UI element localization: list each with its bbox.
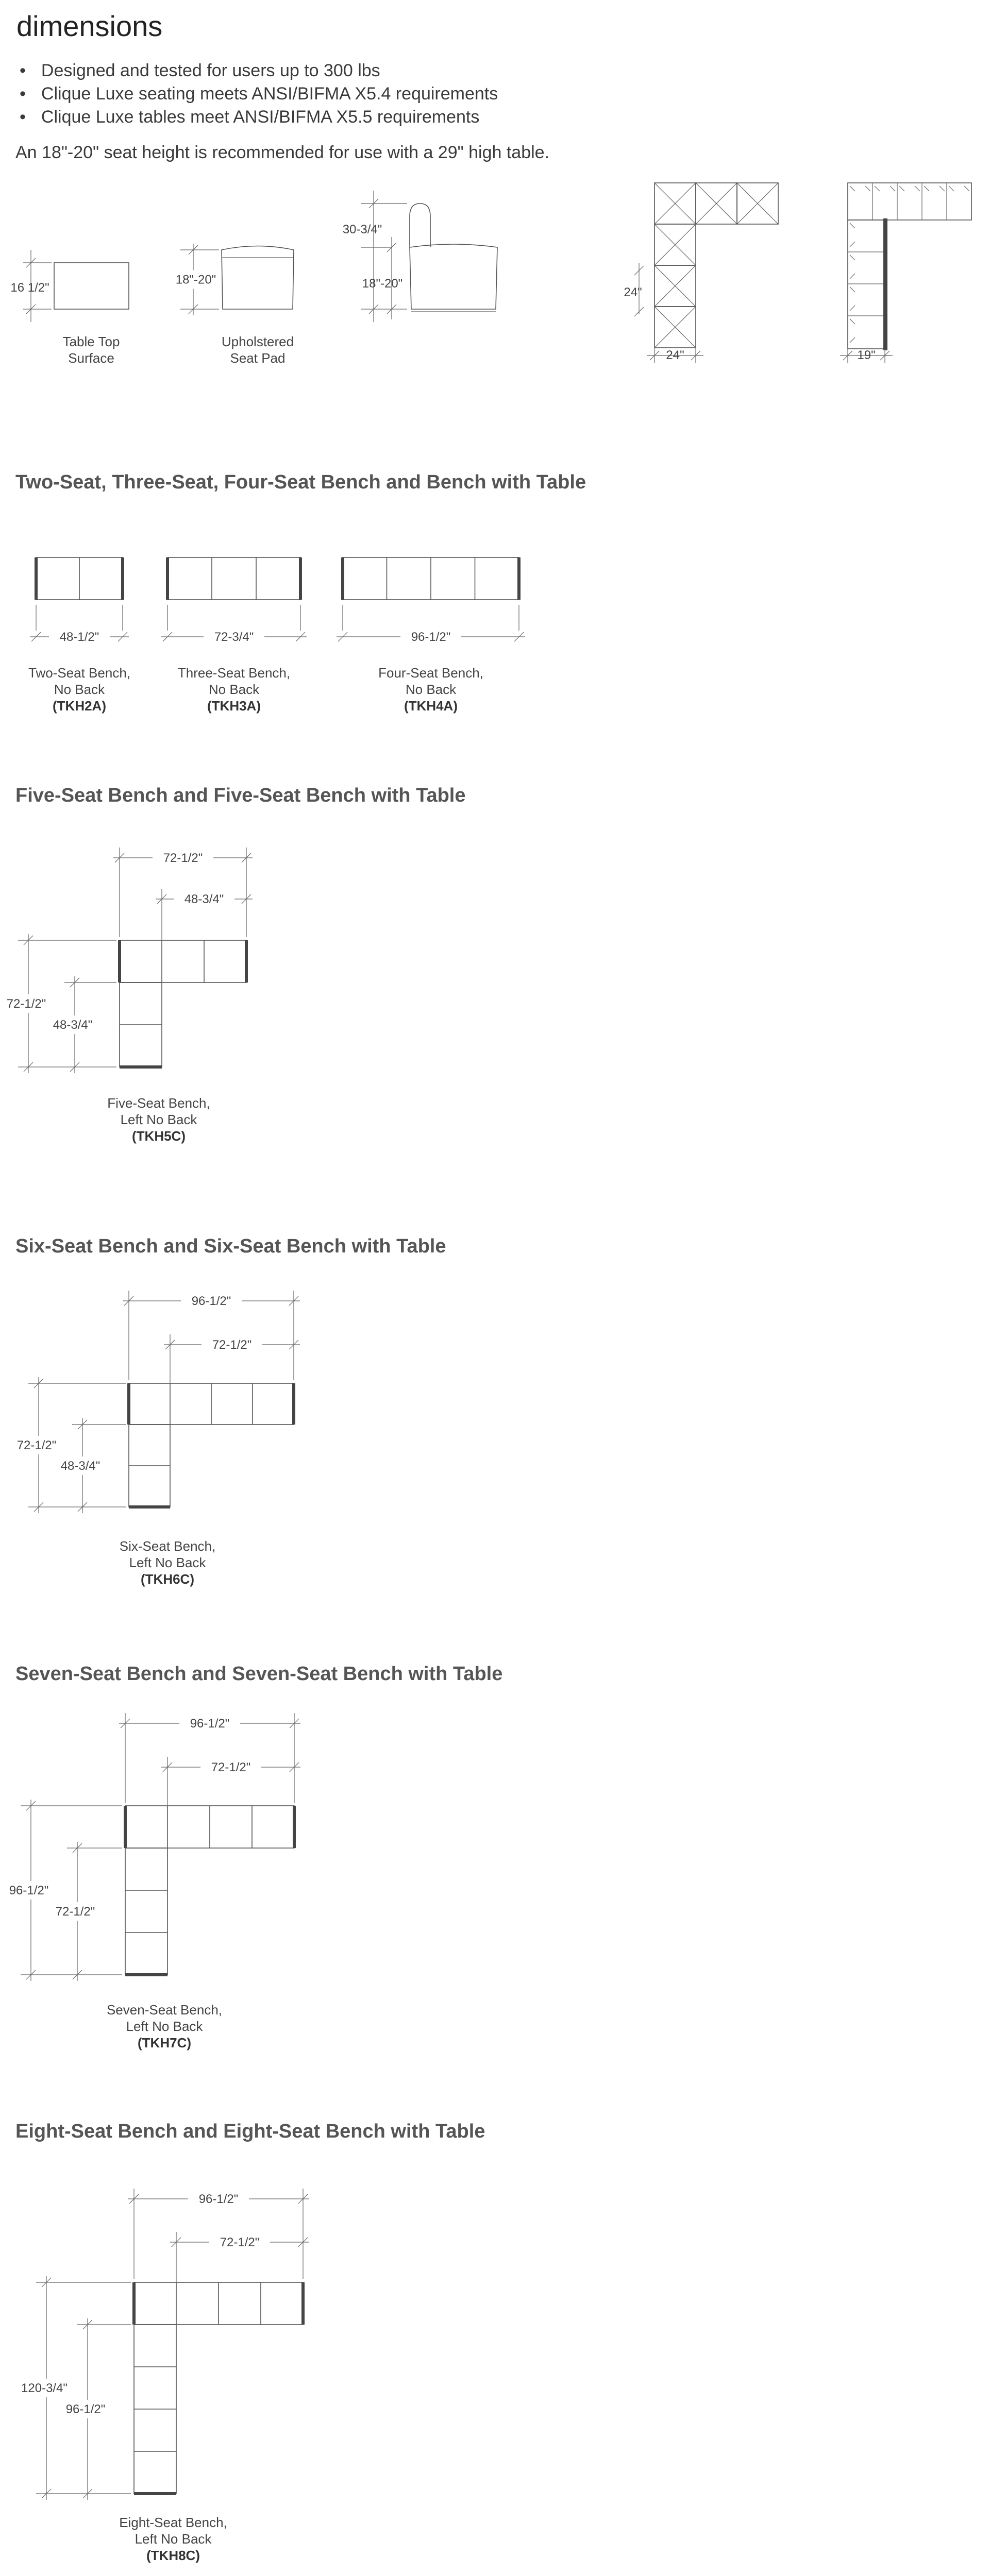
seat-chamfer xyxy=(939,186,945,191)
dimension-label: 16 1/2" xyxy=(10,281,49,295)
dimension-label: 72-1/2" xyxy=(211,1760,251,1774)
model-code: (TKH4A) xyxy=(404,698,458,714)
dimension-label: 18"-20" xyxy=(175,273,216,287)
bench-module-outline xyxy=(848,183,971,220)
model-code: (TKH3A) xyxy=(207,698,261,714)
caption-text: No Back xyxy=(405,682,457,697)
caption-text: Left No Back xyxy=(120,1112,197,1127)
caption-text: Left No Back xyxy=(129,1555,206,1570)
dimension-label: 19" xyxy=(857,348,876,362)
dimension-label: 96-1/2" xyxy=(65,2402,106,2416)
dimension-label: 72-1/2" xyxy=(163,851,203,865)
seat-chamfer xyxy=(875,186,880,191)
model-code: (TKH2A) xyxy=(53,698,106,714)
caption-text: Three-Seat Bench, xyxy=(177,665,291,681)
dimension-label: 18"-20" xyxy=(362,277,403,291)
seat-chamfer xyxy=(850,337,855,343)
caption-text: Left No Back xyxy=(126,2019,203,2034)
caption-text: Seat Pad xyxy=(230,350,286,366)
dimension-label: 48-3/4" xyxy=(60,1459,100,1473)
bench-column-outline xyxy=(125,1848,167,1975)
section-title: Eight-Seat Bench and Eight-Seat Bench with Table xyxy=(15,2121,485,2142)
seat-chamfer xyxy=(850,223,855,228)
caption-text: Two-Seat Bench, xyxy=(28,665,130,681)
caption-text: Four-Seat Bench, xyxy=(378,665,483,681)
caption-text: Table Top xyxy=(62,334,120,349)
seat-height-note: An 18"-20" seat height is recommended for use with a 29" high table. xyxy=(15,143,550,162)
caption-text: No Back xyxy=(208,682,260,697)
seat-chamfer xyxy=(850,319,855,324)
table-top-outline xyxy=(54,263,129,309)
dimension-label: 72-1/2" xyxy=(220,2235,260,2249)
seat-chamfer xyxy=(949,186,954,191)
dimension-label: 48-3/4" xyxy=(184,892,224,906)
dimension-label: 72-3/4" xyxy=(214,630,254,644)
dimension-label: 120-3/4" xyxy=(21,2381,68,2395)
dimension-label: 72-1/2" xyxy=(16,1438,57,1452)
spec-item: • Clique Luxe seating meets ANSI/BIFMA X5.4 requirements xyxy=(20,82,498,106)
seat-chamfer xyxy=(924,186,929,191)
dimension-label: 96-1/2" xyxy=(198,2192,239,2206)
dimension-label: 96-1/2" xyxy=(191,1294,231,1308)
seat-chamfer xyxy=(899,186,904,191)
seat-chamfer xyxy=(915,186,920,191)
spec-item: • Designed and tested for users up to 300 lbs xyxy=(20,59,498,82)
dimension-label: 30-3/4" xyxy=(342,223,382,236)
model-code: (TKH5C) xyxy=(132,1128,186,1144)
seat-chamfer xyxy=(865,186,870,191)
chair-seat-outline xyxy=(410,244,497,309)
section-title: Two-Seat, Three-Seat, Four-Seat Bench and Bench with Table xyxy=(15,471,586,493)
seat-chamfer xyxy=(850,287,855,292)
seat-chamfer xyxy=(890,186,895,191)
seat-chamfer xyxy=(850,242,855,247)
bench-outline xyxy=(167,557,300,600)
bench-back-edge xyxy=(885,220,886,349)
dimension-label: 96-1/2" xyxy=(411,630,451,644)
section-title: Five-Seat Bench and Five-Seat Bench with Table xyxy=(15,785,466,806)
section-title: Six-Seat Bench and Six-Seat Bench with Table xyxy=(15,1235,446,1257)
model-code: (TKH8C) xyxy=(146,2548,200,2563)
caption-text: Eight-Seat Bench, xyxy=(119,2515,227,2530)
dimension-label: 48-1/2" xyxy=(59,630,99,644)
seat-chamfer xyxy=(850,186,855,191)
dimension-label: 72-1/2" xyxy=(55,1905,95,1919)
caption-text: Upholstered xyxy=(221,334,294,349)
seat-chamfer xyxy=(850,255,855,260)
caption-text: No Back xyxy=(54,682,105,697)
dimension-label: 24" xyxy=(666,348,684,362)
dimension-label: 72-1/2" xyxy=(6,997,46,1011)
spec-item: • Clique Luxe tables meet ANSI/BIFMA X5.5 requirements xyxy=(20,106,498,129)
dimension-label: 48-3/4" xyxy=(53,1018,93,1032)
caption-text: Surface xyxy=(68,350,114,366)
chair-back-outline xyxy=(410,204,430,247)
seat-pad-outline xyxy=(222,246,294,310)
seat-chamfer xyxy=(964,186,969,191)
dimension-label: 96-1/2" xyxy=(9,1884,49,1897)
section-title: Seven-Seat Bench and Seven-Seat Bench with Table xyxy=(15,1663,503,1685)
page-title: dimensions xyxy=(16,10,163,42)
model-code: (TKH7C) xyxy=(138,2035,191,2050)
bench-row-outline xyxy=(120,940,246,982)
caption-text: Five-Seat Bench, xyxy=(107,1095,210,1111)
dimension-label: 24" xyxy=(624,285,642,299)
model-code: (TKH6C) xyxy=(141,1571,194,1587)
seat-chamfer xyxy=(850,274,855,279)
dimension-label: 96-1/2" xyxy=(190,1717,230,1731)
caption-text: Seven-Seat Bench, xyxy=(106,2002,223,2018)
bench-module-outline xyxy=(848,220,885,349)
dimension-label: 72-1/2" xyxy=(212,1338,252,1352)
caption-text: Six-Seat Bench, xyxy=(119,1538,216,1554)
caption-text: Left No Back xyxy=(135,2531,212,2547)
seat-chamfer xyxy=(850,306,855,311)
